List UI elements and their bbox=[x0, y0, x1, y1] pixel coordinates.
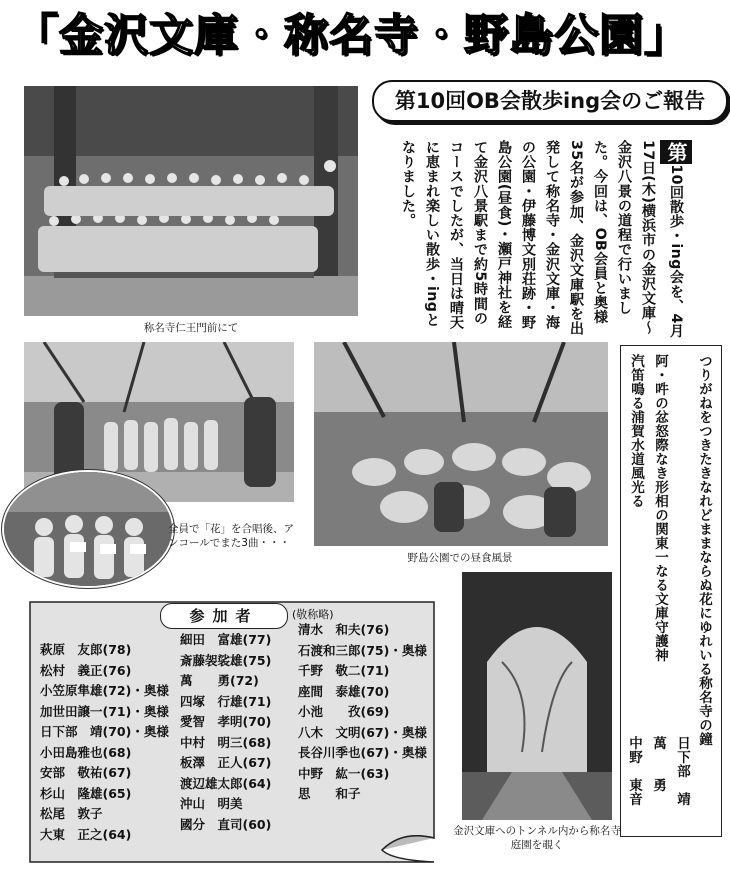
group-photo-caption: 称名寺仁王門前にて bbox=[143, 322, 239, 334]
participant: 小池 孜(69) bbox=[298, 704, 390, 719]
participant: 石渡和三郎(75)・奥様 bbox=[298, 642, 427, 658]
tunnel-photo-caption: 金沢文庫へのトンネル内から称名寺庭園を覗く bbox=[453, 825, 621, 851]
singing-photo-caption: 全員で「花」を合唱後、アンコールでまた3曲・・・ bbox=[168, 523, 294, 549]
report-subtitle: 第10回OB会散歩ing会のご報告 bbox=[372, 80, 728, 122]
article-first-char: 第 bbox=[660, 140, 692, 164]
poem-box bbox=[620, 345, 722, 837]
participant: 長谷川季也(67)・奥様 bbox=[298, 745, 427, 760]
participant: 日下部 靖(70)・奥様 bbox=[40, 724, 169, 739]
participants-title: 参加者 bbox=[160, 603, 288, 629]
participant: 愛智 孝明(70) bbox=[180, 714, 272, 729]
poem-1 bbox=[693, 354, 715, 824]
poem-2-author: 萬 勇 bbox=[650, 736, 666, 792]
participant: 小笠原隼雄(72)・奥様 bbox=[40, 683, 169, 698]
participant: 八木 文明(67)・奥様 bbox=[298, 724, 427, 740]
chorus-oval-photo bbox=[2, 470, 174, 588]
participants-column-2 bbox=[180, 630, 271, 835]
participant: 渡辺雄太郎(64) bbox=[180, 775, 272, 791]
participant: 萬 勇(72) bbox=[180, 673, 259, 688]
honorific-note: (敬称略) bbox=[292, 608, 334, 621]
participant: 大東 正之(64) bbox=[40, 826, 132, 842]
participants-column-1 bbox=[40, 640, 169, 845]
participant: 座間 泰雄(70) bbox=[298, 683, 390, 699]
participant: 安部 敬祐(67) bbox=[40, 765, 132, 780]
participant: 四塚 行雄(71) bbox=[180, 693, 272, 709]
participant: 中村 明三(68) bbox=[180, 734, 272, 750]
participant: 松尾 敦子 bbox=[40, 806, 103, 821]
participant: 斎藤袈裟雄(75) bbox=[180, 652, 272, 668]
participant: 國分 直司(60) bbox=[180, 816, 272, 832]
tunnel-photo bbox=[462, 572, 612, 820]
participants-column-3 bbox=[298, 620, 427, 805]
participant: 思 和子 bbox=[298, 786, 361, 801]
participant: 中野 紘一(63) bbox=[298, 765, 390, 781]
page-title: 「金沢文庫・称名寺・野島公園」 bbox=[14, 10, 689, 61]
article-text bbox=[372, 140, 692, 340]
participant: 千野 敬二(71) bbox=[298, 663, 390, 678]
participant: 杉山 隆雄(65) bbox=[40, 785, 132, 801]
participant: 清水 和夫(76) bbox=[298, 622, 390, 637]
participant: 板澤 正人(67) bbox=[180, 755, 272, 770]
participant: 松村 義正(76) bbox=[40, 662, 132, 678]
poem-3 bbox=[625, 354, 647, 654]
participant: 沖山 明美 bbox=[180, 796, 243, 811]
group-photo bbox=[24, 86, 358, 316]
lunch-photo-caption: 野島公園での昼食風景 bbox=[407, 552, 513, 564]
poem-2-text: 阿・吽の忿怒際なき形相の関東一なる文庫守護神 bbox=[652, 354, 668, 662]
participant: 小田島雅也(68) bbox=[40, 744, 132, 760]
poem-1-author: 日下部 靖 bbox=[674, 736, 690, 806]
article-body: 10回散歩・ing会を、4月17日(木)横浜市の金沢文庫～金沢八景の道程で行いました。今回は、OB会員と奥様35名が参加、金沢文庫駅を出発して称名寺・金沢文庫・海の公園・伊藤博文別荘跡・野島公園(昼食)・瀬戸神社を経て金沢八景駅まで約5時間のコースでしたが、当日は晴天に恵まれ楽しい散歩・ingとなりました。 bbox=[400, 140, 684, 339]
participant: 加世田譲一(71)・奥様 bbox=[40, 703, 169, 719]
poem-3-text: 汽笛鳴る浦賀水道風光る bbox=[628, 354, 644, 508]
participant: 萩原 友郎(78) bbox=[40, 642, 132, 657]
poem-3-author: 中野 東音 bbox=[626, 736, 642, 806]
lunch-photo bbox=[314, 342, 608, 546]
poem-1-text: つりがねをつきたきなれどままならぬ花にゆれいる称名寺の鐘 bbox=[696, 354, 712, 746]
participant: 細田 富雄(77) bbox=[180, 632, 272, 647]
